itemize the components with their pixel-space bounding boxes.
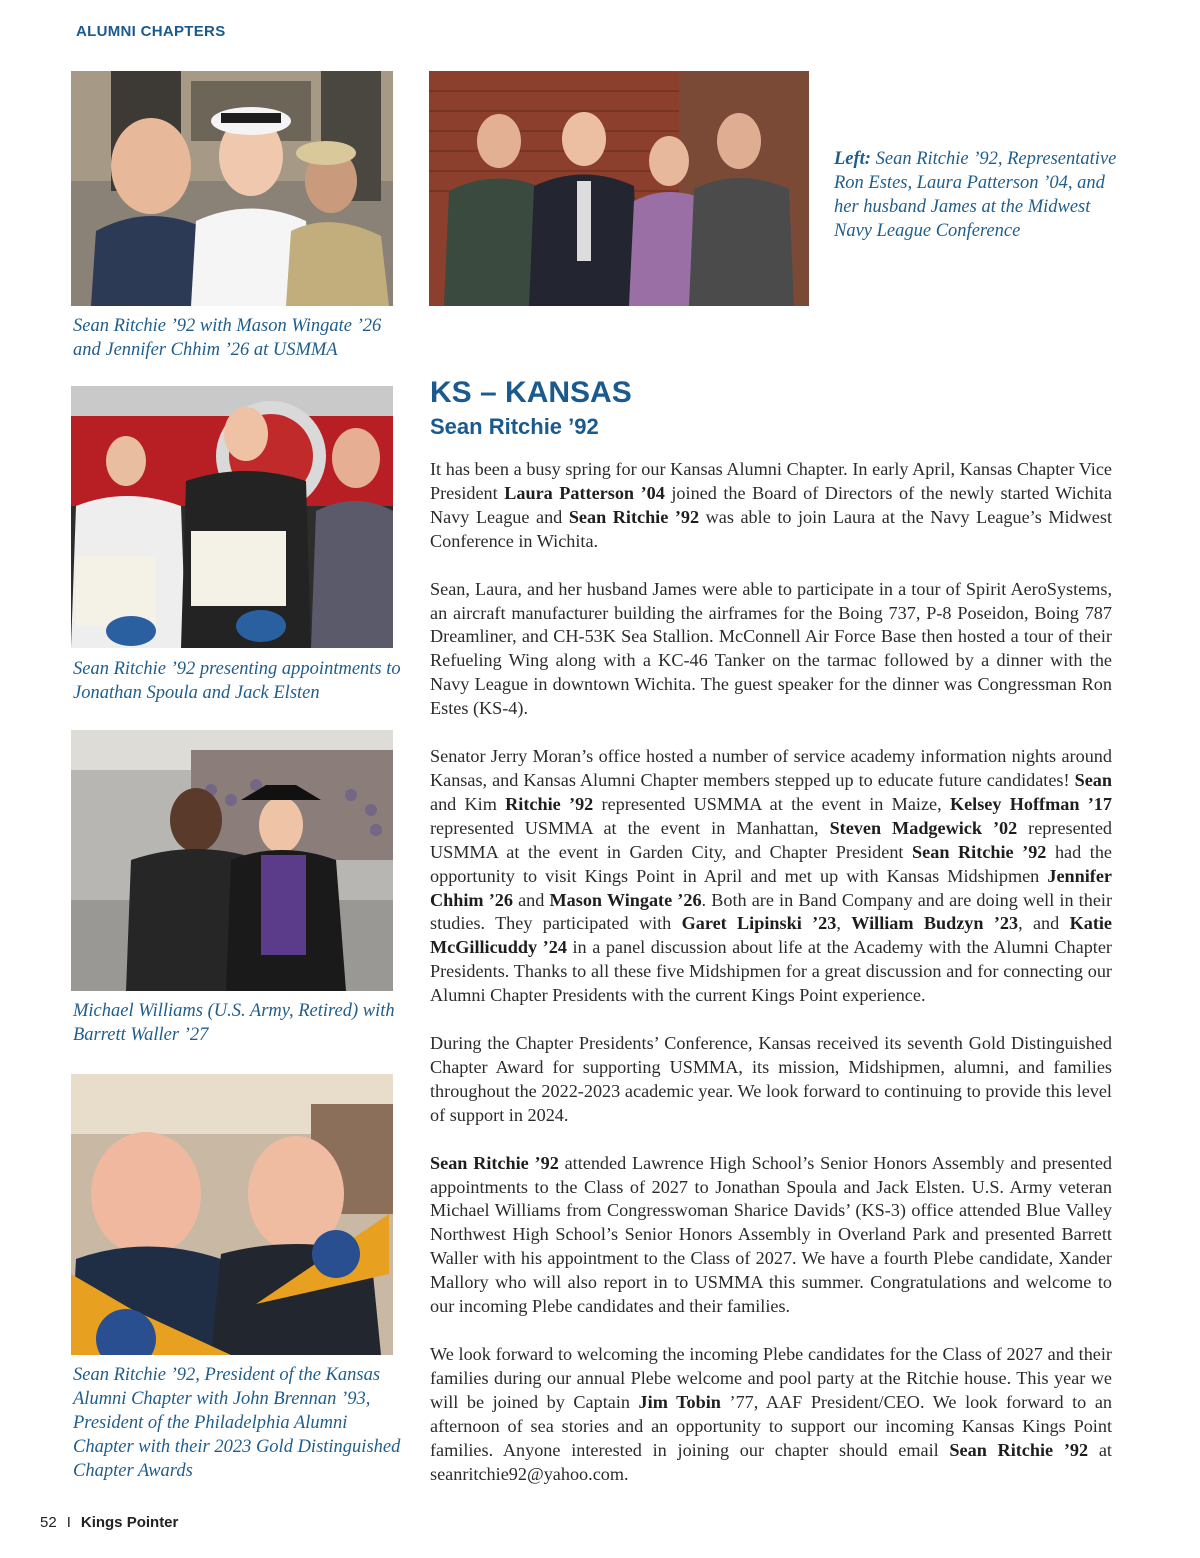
bold-name: Sean Ritchie ’92 <box>912 841 1047 862</box>
section-label: ALUMNI CHAPTERS <box>76 23 226 40</box>
article-body <box>430 458 1112 1510</box>
photo-graduation-handshake <box>71 730 393 991</box>
text-run: was able to join Laura at the Navy League’s Midwest Conference in Wichita. <box>430 506 1113 551</box>
bold-name: Sean Ritchie ’92 <box>949 1439 1089 1460</box>
bold-name: Jennifer Chhim ’26 <box>430 865 1112 910</box>
bold-name: Jim Tobin <box>638 1391 721 1412</box>
bold-name: Garet Lipinski ’23 <box>681 913 837 934</box>
text-run: ’77, AAF President/CEO. We look forward to an afternoon of sea stories and an opportunity to support our incoming Kansas Kings Point families. Anyone interested in joining our chapter should email <box>430 1391 1113 1460</box>
article-paragraph: During the Chapter Presidents’ Conference, Kansas received its seventh Gold Distinguished Chapter Award for supporting USMMA, its mission, Midshipmen, alumni, and families throughout the 2022-2023 academic year. We look forward to continuing to provide this level of support in 2024. <box>430 1033 1112 1125</box>
text-run: . Both are in Band Company and are doing well in their studies. They participated with <box>430 889 1113 934</box>
caption-appointments: Sean Ritchie ’92 presenting appointments to Jonathan Spoula and Jack Elsten <box>73 659 401 703</box>
publication-name: Kings Pointer <box>80 1514 179 1531</box>
article-byline: Sean Ritchie ’92 <box>430 414 599 439</box>
text-run: at seanritchie92@yahoo.com. <box>430 1439 1112 1484</box>
bold-name: Steven Madgewick ’02 <box>829 817 1018 838</box>
article-paragraph <box>430 1343 1112 1486</box>
bold-name: Sean Ritchie ’92 <box>430 1152 559 1173</box>
bold-name: Sean <box>1074 769 1112 790</box>
text-run: It has been a busy spring for our Kansas Alumni Chapter. In early April, Kansas Chapter Vice President <box>430 459 1112 503</box>
footer-separator: I <box>66 1514 71 1531</box>
text-run: represented USMMA at the event in Manhattan, <box>430 817 830 838</box>
article-paragraph: Sean, Laura, and her husband James were able to participate in a tour of Spirit AeroSystems, an aircraft manufacturer building the airframes for the Boing 737, P-8 Poseidon, Boing 787 Dreamliner, and CH-53K Sea Stallion. McConnell Air Force Base then hosted a tour of their Refueling Wing along with a KC-46 Tanker on the tarmac followed by a dinner with the Navy League in downtown Wichita. The guest speaker for the dinner was Congressman Ron Estes (KS-4). <box>430 578 1112 719</box>
photo-usmma-midshipmen-image <box>71 71 393 306</box>
bold-name: Kelsey Hoffman ’17 <box>949 793 1112 814</box>
caption-navy-league-text: Sean Ritchie ’92, Representative Ron Estes, Laura Patterson ’04, and her husband James at the Midwest Navy League Conference <box>834 149 1117 241</box>
bold-name: Ritchie ’92 <box>505 793 594 814</box>
caption-lead: Left: <box>834 149 871 169</box>
photo-graduation-handshake-image <box>71 730 393 991</box>
article-paragraph <box>430 458 1112 554</box>
bold-name: William Budzyn ’23 <box>851 913 1019 934</box>
article-paragraph <box>430 1152 1112 1319</box>
text-run: Senator Jerry Moran’s office hosted a number of service academy information nights around Kansas, and Kansas Alumni Chapter members stepped up to educate future candidates! <box>430 746 1112 790</box>
text-run: and <box>512 889 550 910</box>
text-run: , <box>836 913 852 934</box>
text-run: represented USMMA at the event in Maize, <box>593 793 950 814</box>
photo-distinguished-awards <box>71 1074 393 1355</box>
text-run: We look forward to welcoming the incoming Plebe candidates for the Class of 2027 and their families during our annual Plebe welcome and pool party at the Ritchie house. This year we will be joined by Captain <box>430 1344 1112 1412</box>
text-run: in a panel discussion about life at the Academy with the Alumni Chapter Presidents. Thanks to all these five Midshipmen for a great discussion and for connecting our Alumni Chapter Presidents with the current Kings Point experience. <box>430 937 1112 1006</box>
article-title: KS – KANSAS <box>430 376 632 409</box>
article-paragraph <box>430 745 1112 1008</box>
text-run: attended Lawrence High School’s Senior Honors Assembly and presented appointments to the Class of 2027 to Jonathan Spoula and Jack Elsten. U.S. Army veteran Michael Williams from Congresswoman Sharice Davids’ (KS-3) office attended Blue Valley Northwest High School’s Senior Honors Assembly in Overland Park and presented Barrett Waller with his appointment to the Class of 2027. We have a fourth Plebe candidate, Xander Mallory who will also report in to USMMA this summer. Congratulations and welcome to our incoming Plebe candidates and their families. <box>430 1152 1112 1317</box>
photo-appointments-presentation-image <box>71 386 393 648</box>
text-run: and Kim <box>430 793 506 814</box>
photo-usmma-midshipmen <box>71 71 393 306</box>
bold-name: Laura Patterson ’04 <box>504 482 665 503</box>
text-run: represented USMMA at the event in Garden City, and Chapter President <box>430 817 1112 862</box>
caption-usmma: Sean Ritchie ’92 with Mason Wingate ’26 and Jennifer Chhim ’26 at USMMA <box>73 316 382 360</box>
photo-distinguished-awards-image <box>71 1074 393 1355</box>
photo-navy-league-conference <box>429 71 809 306</box>
text-run: joined the Board of Directors of the newly started Wichita Navy League and <box>430 482 1112 527</box>
photo-navy-league-conference-image <box>429 71 809 306</box>
bold-name: Sean Ritchie ’92 <box>568 506 700 527</box>
text-run: had the opportunity to visit Kings Point in April and met up with Kansas Midshipmen <box>430 841 1113 886</box>
page-footer <box>40 1514 178 1531</box>
bold-name: Katie McGillicuddy ’24 <box>430 913 1113 958</box>
caption-awards: Sean Ritchie ’92, President of the Kansas Alumni Chapter with John Brennan ’93, President of the Philadelphia Alumni Chapter with their 2023 Gold Distinguished Chapter Awards <box>73 1365 401 1481</box>
caption-graduation: Michael Williams (U.S. Army, Retired) with Barrett Waller ’27 <box>73 1001 395 1045</box>
bold-name: Mason Wingate ’26 <box>549 889 702 910</box>
photo-appointments-presentation <box>71 386 393 648</box>
page-number: 52 <box>40 1514 57 1531</box>
text-run: , and <box>1018 913 1070 934</box>
caption-navy-league <box>834 147 1124 243</box>
